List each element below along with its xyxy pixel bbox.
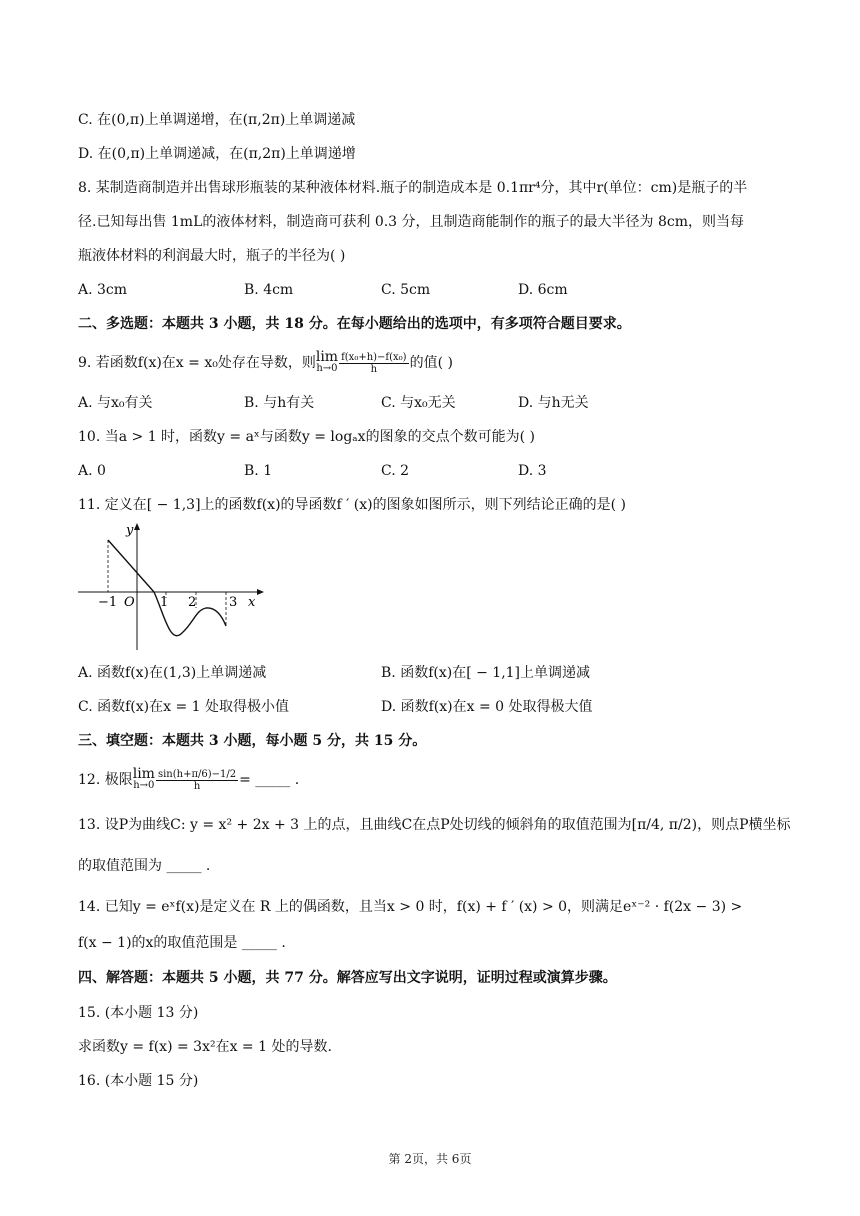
q8-option-b: B. 4cm [244, 282, 294, 298]
derivative-graph [78, 520, 268, 655]
q10-option-c: C. 2 [381, 463, 410, 479]
q10-option-d: D. 3 [518, 463, 547, 479]
q8-stem-line2: 径.已知每出售 1mL的液体材料，制造商可获利 0.3 分，且制造商能制作的瓶子的最大半径为 8cm，则当每 [78, 214, 745, 230]
q9-option-d: D. 与h无关 [518, 395, 589, 411]
q11-option-c: C. 函数f(x)在x = 1 处取得极小值 [78, 699, 289, 715]
tick-label-2: 2 [188, 595, 197, 610]
q14-stem-line1: 14. 已知y = eˣf(x)是定义在 R 上的偶函数，且当x > 0 时，f(x) + f ′ (x) > 0，则满足eˣ⁻² · f(2x − 3) > [78, 899, 743, 915]
q13-stem-line2: 的取值范围为 _____ . [78, 858, 211, 874]
q12-fraction [156, 769, 238, 792]
q12-denominator: h [193, 780, 201, 792]
section-2-heading: 二、多选题：本题共 3 小题，共 18 分。在每小题给出的选项中，有多项符合题目要求。 [78, 316, 631, 332]
q10-stem: 10. 当a > 1 时，函数y = aˣ与函数y = logₐx的图象的交点个数可能为( ) [78, 429, 535, 445]
x-axis-arrow [257, 589, 264, 595]
q9-stem [78, 348, 453, 378]
x-axis-label: x [248, 595, 256, 610]
q12-lim-word: lim [132, 766, 155, 782]
q7-option-d: D. 在(0,π)上单调递减，在(π,2π)上单调递增 [78, 146, 356, 162]
q12-stem [78, 763, 299, 797]
y-axis-label: y [126, 523, 134, 538]
q15-header: 15. (本小题 13 分) [78, 1005, 199, 1021]
q12-prefix: 12. 极限 [78, 772, 133, 788]
q11-option-b: B. 函数f(x)在[ − 1,1]上单调递减 [381, 665, 591, 681]
q12-numerator: sin(h+π/6)−1/2 [157, 768, 237, 780]
q9-suffix: 的值( ) [409, 355, 453, 371]
q10-option-a: A. 0 [78, 463, 106, 479]
q8-stem-line1: 8. 某制造商制造并出售球形瓶装的某种液体材料.瓶子的制造成本是 0.1πr⁴分，其中r(单位：cm)是瓶子的半 [78, 180, 748, 196]
q11-option-a: A. 函数f(x)在(1,3)上单调递减 [78, 665, 267, 681]
q9-denominator: h [370, 363, 378, 375]
y-axis-arrow [134, 523, 140, 530]
q12-suffix: = _____ . [239, 772, 300, 788]
q8-option-c: C. 5cm [381, 282, 431, 298]
q8-stem-line3: 瓶液体材料的利润最大时，瓶子的半径为( ) [78, 248, 346, 264]
q9-option-c: C. 与x₀无关 [381, 395, 456, 411]
section-3-heading: 三、填空题：本题共 3 小题，每小题 5 分，共 15 分。 [78, 733, 427, 749]
tick-label-3: 3 [229, 595, 238, 610]
q16-header: 16. (本小题 15 分) [78, 1073, 199, 1089]
q7-option-c: C. 在(0,π)上单调递增，在(π,2π)上单调递减 [78, 112, 356, 128]
q15-stem: 求函数y = f(x) = 3x²在x = 1 处的导数. [78, 1039, 332, 1055]
tick-label-neg1: −1 [98, 595, 118, 610]
q9-limit [316, 351, 338, 375]
page-footer: 第 2页，共 6页 [388, 1152, 472, 1166]
q12-lim-sub: h→0 [133, 780, 155, 791]
q8-option-a: A. 3cm [78, 282, 128, 298]
q9-fraction [339, 352, 409, 375]
q9-numerator: f(x₀+h)−f(x₀) [341, 351, 407, 363]
q11-option-d: D. 函数f(x)在x = 0 处取得极大值 [381, 699, 593, 715]
section-4-heading: 四、解答题：本题共 5 小题，共 77 分。解答应写出文字说明，证明过程或演算步骤。 [78, 970, 617, 986]
q14-stem-line2: f(x − 1)的x的取值范围是 _____ . [78, 935, 286, 951]
q9-option-b: B. 与h有关 [244, 395, 315, 411]
q12-limit [133, 768, 155, 792]
q9-lim-sub: h→0 [316, 363, 338, 374]
origin-label: O [124, 595, 135, 610]
q13-stem-line1: 13. 设P为曲线C: y = x² + 2x + 3 上的点，且曲线C在点P处切线的倾斜角的取值范围为[π/4, π/2)，则点P横坐标 [78, 817, 791, 833]
q11-stem: 11. 定义在[ − 1,3]上的函数f(x)的导函数f ′ (x)的图象如图所示，则下列结论正确的是( ) [78, 497, 626, 513]
q9-option-a: A. 与x₀有关 [78, 395, 153, 411]
tick-label-1: 1 [160, 595, 169, 610]
derivative-curve [108, 540, 226, 636]
q9-prefix: 9. 若函数f(x)在x = x₀处存在导数，则 [78, 355, 316, 371]
q8-option-d: D. 6cm [518, 282, 568, 298]
q10-option-b: B. 1 [244, 463, 273, 479]
q9-lim-word: lim [315, 349, 339, 365]
